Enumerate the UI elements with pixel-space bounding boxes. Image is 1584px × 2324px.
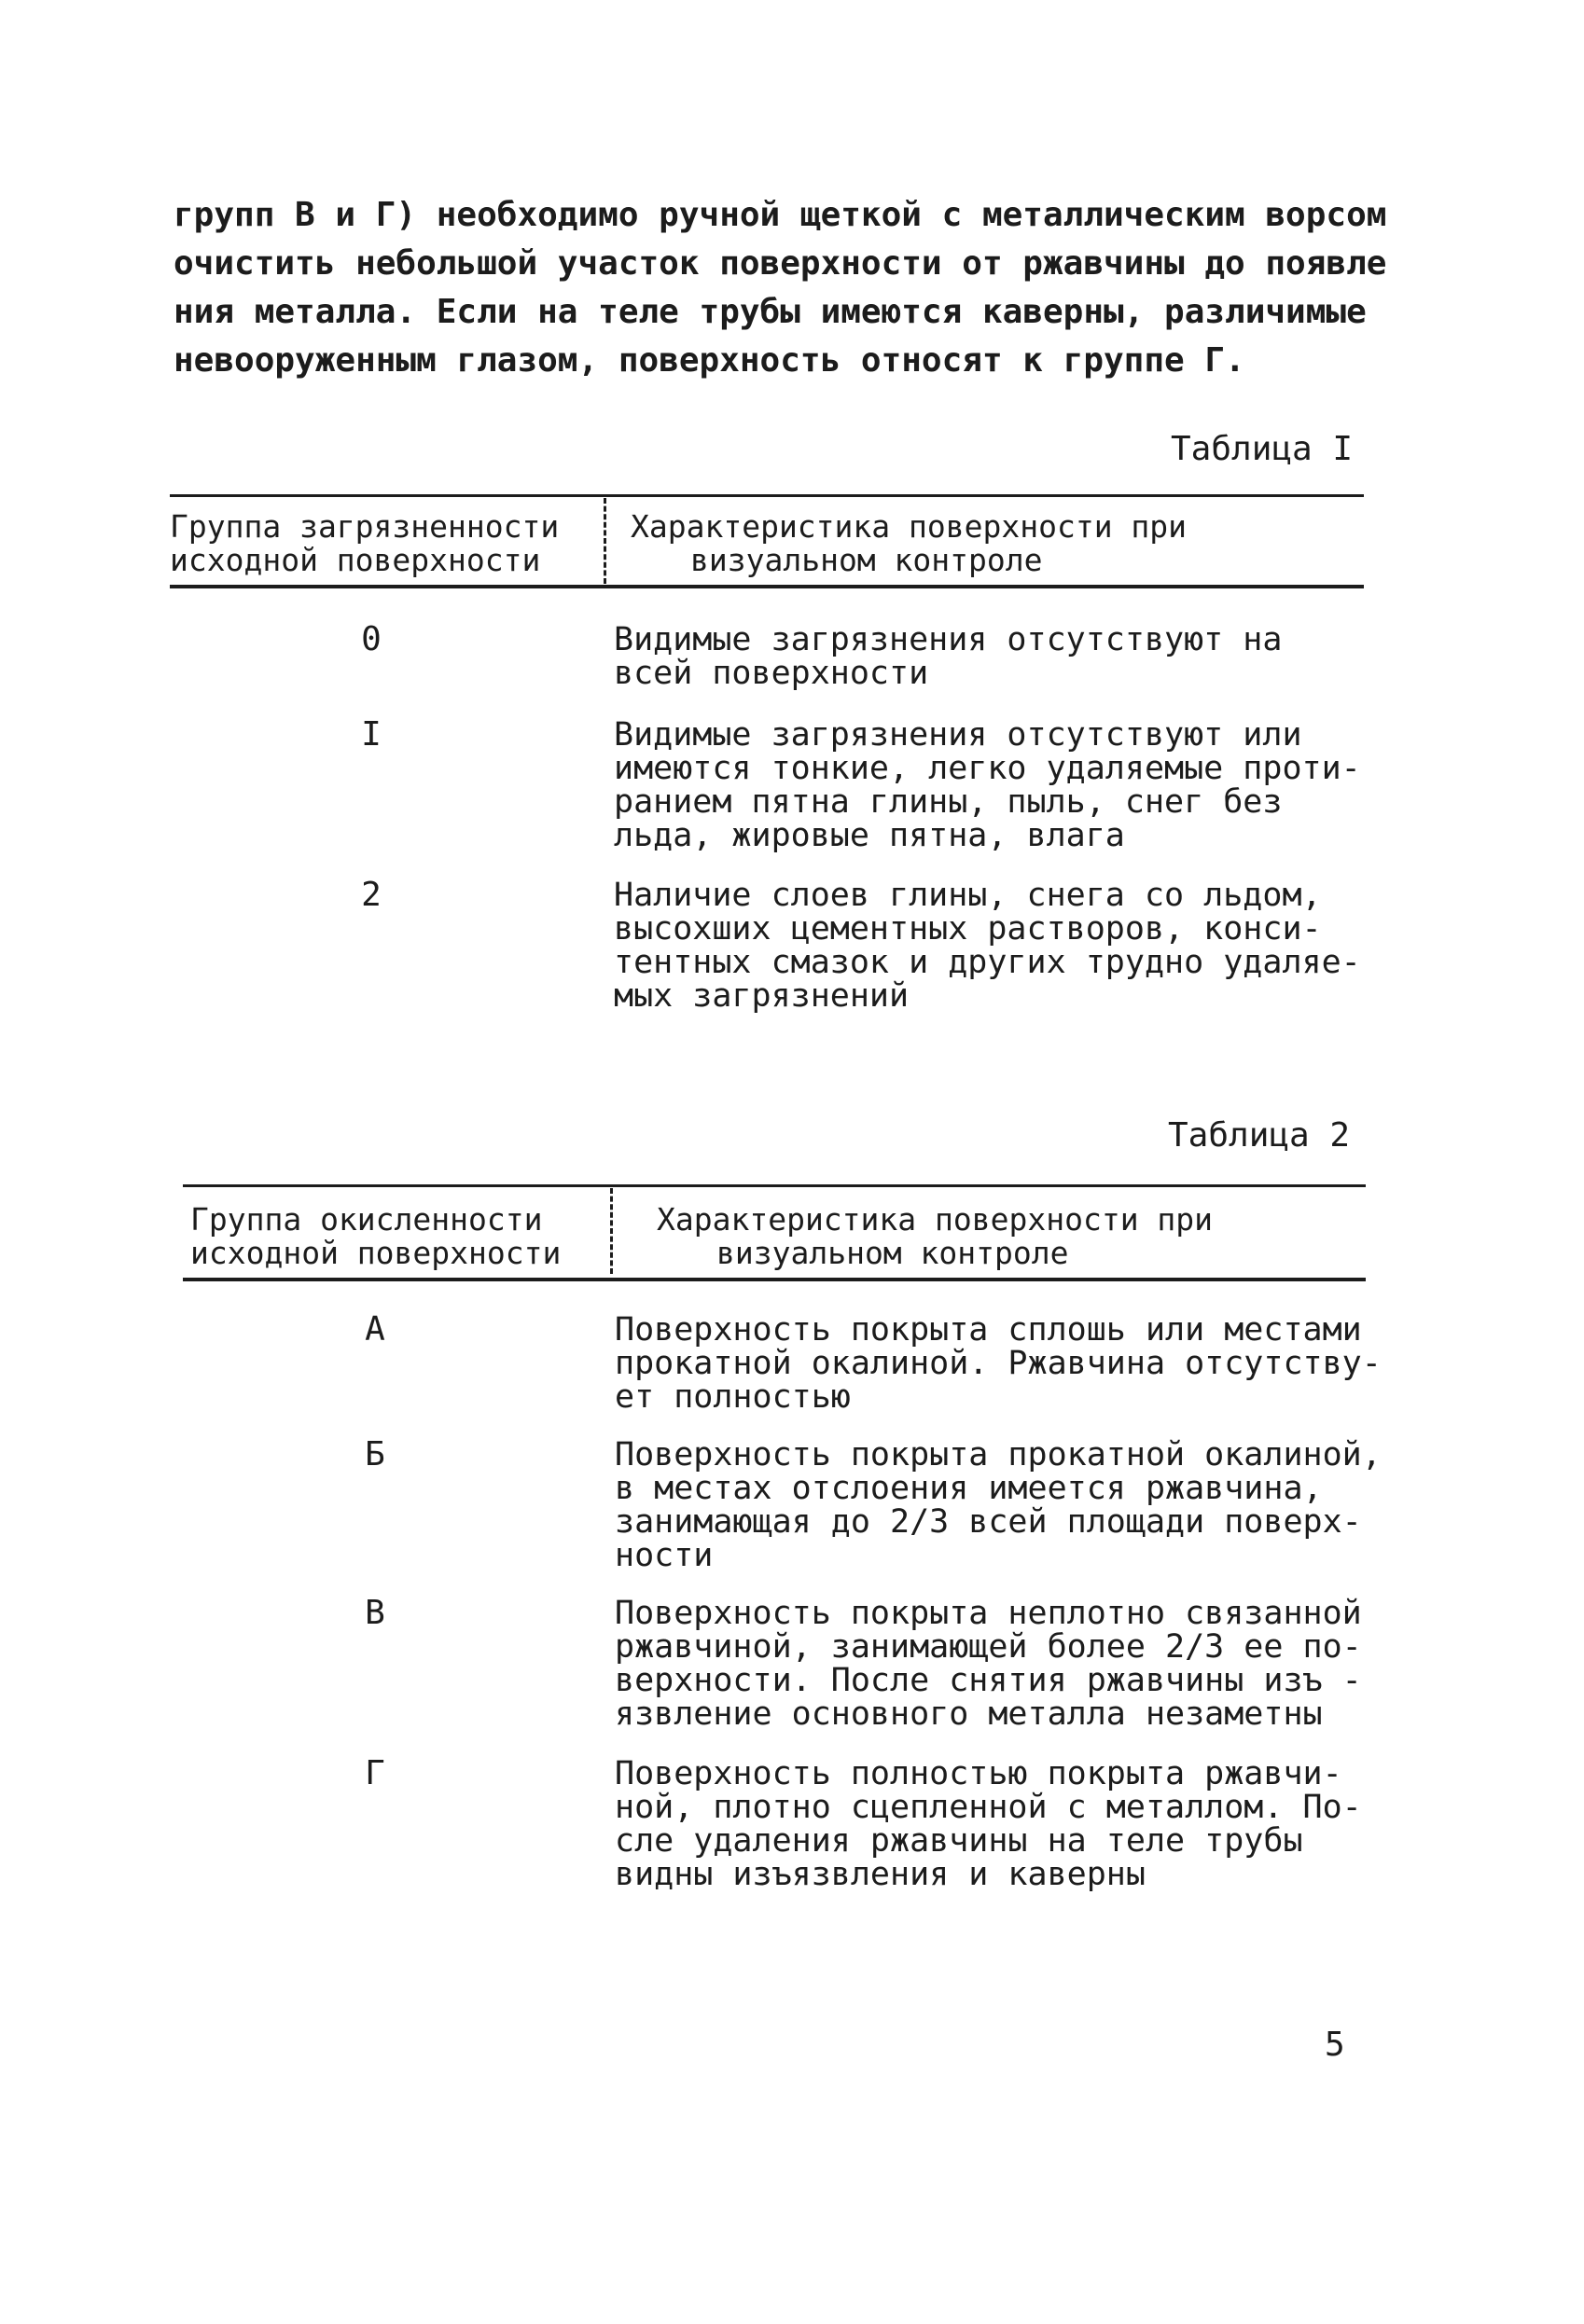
description-line: Поверхность покрыта неплотно связанной: [615, 1595, 1362, 1632]
table1-header-col2: [631, 510, 1358, 577]
intro-line: ния металла. Если на теле трубы имеются каверны, различимые: [174, 293, 1367, 331]
row-code: I: [361, 715, 382, 754]
row-code: Б: [365, 1435, 385, 1473]
row-code: В: [365, 1594, 385, 1632]
intro-line: невооруженным глазом, поверхность относят к группе Г.: [174, 341, 1245, 380]
header-line: исходной поверхности: [190, 1235, 562, 1271]
description-line: льда, жировые пятна, влага: [614, 817, 1125, 854]
description-line: Видимые загрязнения отсутствуют или: [614, 716, 1302, 754]
description-line: Поверхность покрыта сплошь или местами: [615, 1311, 1362, 1349]
table1-header-separator: [604, 498, 606, 584]
description-line: всей поверхности: [614, 655, 929, 692]
description-line: высохших цементных растворов, конси-: [614, 910, 1322, 948]
row-description: [615, 1438, 1382, 1572]
row-description: [614, 878, 1361, 1013]
description-line: Поверхность покрыта прокатной окалиной,: [615, 1436, 1382, 1473]
row-description: [615, 1313, 1382, 1414]
description-line: ет полностью: [615, 1378, 851, 1416]
description-line: видны изъязвления и каверны: [615, 1856, 1146, 1893]
description-line: мых загрязнений: [614, 977, 910, 1015]
description-line: сле удаления ржавчины на теле трубы: [615, 1822, 1303, 1860]
description-line: ной, плотно сцепленной с металлом. По-: [615, 1789, 1362, 1826]
header-line: Характеристика поверхности при: [631, 508, 1188, 545]
header-line: Характеристика поверхности при: [657, 1201, 1214, 1238]
table2-caption: Таблица 2: [1168, 1116, 1351, 1155]
table2-top-rule: [183, 1184, 1366, 1187]
table2-header-rule: [183, 1278, 1366, 1281]
row-description: [615, 1597, 1362, 1731]
table2: [183, 1184, 1382, 1893]
table2-header-col2: [657, 1203, 1366, 1270]
description-line: в местах отслоения имеется ржавчина,: [615, 1470, 1323, 1507]
header-line: визуальном контроле: [716, 1235, 1069, 1271]
table1: [170, 494, 1364, 1035]
row-description: [614, 718, 1361, 852]
row-code: Г: [365, 1754, 385, 1792]
header-line: исходной поверхности: [170, 542, 541, 578]
description-line: занимающая до 2/3 всей площади поверх-: [615, 1503, 1362, 1541]
description-line: ржавчиной, занимающей более 2/3 ее по-: [615, 1628, 1362, 1666]
row-description: [615, 1757, 1362, 1891]
table1-header-col1: [170, 510, 590, 577]
description-line: ности: [615, 1537, 714, 1574]
intro-line: очистить небольшой участок поверхности от ржавчины до появле: [174, 244, 1387, 283]
page-number: 5: [1325, 2026, 1345, 2064]
row-description: [614, 623, 1282, 690]
header-line: Группа окисленности: [190, 1201, 543, 1238]
table1-top-rule: [170, 494, 1364, 497]
intro-line: групп В и Г) необходимо ручной щеткой с металлическим ворсом: [174, 196, 1387, 234]
header-line: визуальном контроле: [690, 542, 1043, 578]
row-code: А: [365, 1310, 385, 1349]
description-line: верхности. После снятия ржавчины изъ -: [615, 1662, 1362, 1699]
description-line: Видимые загрязнения отсутствуют на: [614, 621, 1283, 658]
table2-header-col1: [190, 1203, 601, 1270]
description-line: прокатной окалиной. Ржавчина отсутству-: [615, 1345, 1382, 1382]
header-line: Группа загрязненности: [170, 508, 560, 545]
description-line: Наличие слоев глины, снега со льдом,: [614, 877, 1322, 914]
description-line: тентных смазок и других трудно удаляе-: [614, 944, 1361, 981]
table1-caption: Таблица I: [1171, 430, 1354, 468]
table2-header-separator: [610, 1188, 613, 1274]
description-line: имеются тонкие, легко удаляемые проти-: [614, 750, 1361, 787]
description-line: Поверхность полностью покрыта ржавчи-: [615, 1755, 1342, 1792]
intro-paragraph: [174, 191, 1387, 385]
table1-header-rule: [170, 585, 1364, 588]
description-line: язвление основного металла незаметны: [615, 1695, 1323, 1733]
row-code: 0: [361, 620, 382, 658]
description-line: ранием пятна глины, пыль, снег без: [614, 783, 1283, 821]
row-code: 2: [361, 876, 382, 914]
